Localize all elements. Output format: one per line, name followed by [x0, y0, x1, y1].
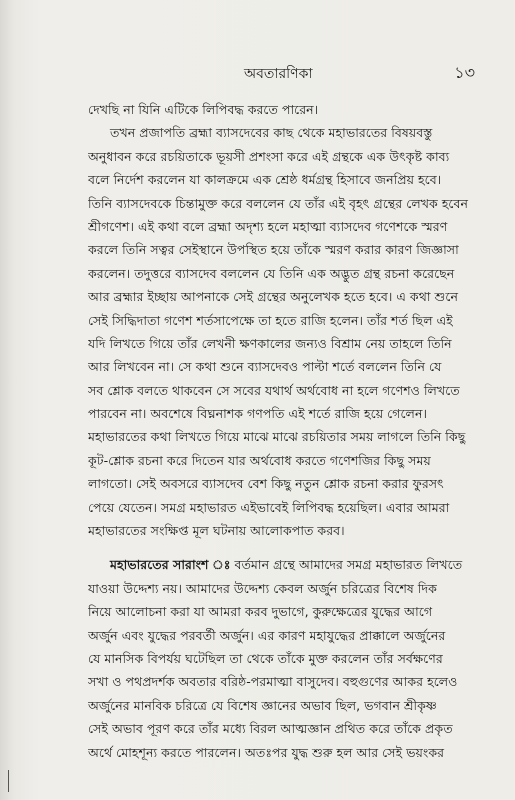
text-line: লাগতো। সেই অবসরে ব্যাসদেব বেশ কিছু নতুন শ্লোক রচনা করার ফুরসৎ	[88, 476, 444, 492]
section-first-line	[88, 553, 478, 576]
text-line: অর্থে মোহশূন্য করতে পারলেন। অতঃপর যুদ্ধ শুরু হল আর সেই ভয়ংকর	[88, 744, 445, 760]
text-line: শ্রীগণেশ। এই কথা বলে ব্রহ্মা অদৃশ্য হলে মহাত্মা ব্যাসদেব গণেশকে স্মরণ	[88, 218, 448, 234]
text-line: অর্জুনের মানবিক চরিত্রে যে বিশেষ জ্ঞানের অভাব ছিল, ভগবান শ্রীকৃষ্ণ	[88, 697, 437, 713]
text-line: সখা ও পথপ্রদর্শক অবতার বরিষ্ঠ-পরমাত্মা বাসুদেব। বহুগুণের আকর হলেও	[88, 674, 458, 690]
text-line: অনুধাবন করে রচয়িতাকে ভূয়সী প্রশংসা করে এই গ্রন্থকে এক উৎকৃষ্ট কাব্য	[88, 148, 450, 164]
running-head: অবতারণিকা	[244, 66, 313, 82]
section-gap	[88, 542, 478, 553]
text-line: মহাভারতের সংক্ষিপ্ত মূল ঘটনায় আলোকপাত করব।	[88, 523, 345, 539]
text-line: পেয়ে যেতেন। সমগ্র মহাভারত এইভাবেই লিপিবদ্ধ হয়েছিল। এবার আমরা	[88, 499, 450, 515]
text-line: তিনি ব্যাসদেবকে চিন্তামুক্ত করে বললেন যে তাঁর এই বৃহৎ গ্রন্থের লেখক হবেন	[88, 195, 469, 211]
text-line: যাওয়া উদ্দেশ্য নয়। আমাদের উদ্দেশ্য কেবল অর্জুন চরিত্রের বিশেষ দিক	[88, 580, 437, 596]
text-line: কূট-শ্লোক রচনা করে দিতেন যার অর্থবোধ করতে গণেশজির কিছু সময়	[88, 452, 431, 468]
text-line: সেই সিদ্ধিদাতা গণেশ শর্তসাপেক্ষে তা হতে রাজি হলেন। তাঁর শর্ত ছিল এই	[88, 312, 453, 328]
page-header	[88, 62, 475, 82]
text-line: করলেন। তদুত্তরে ব্যাসদেব বললেন যে তিনি এক অদ্ভুত গ্রন্থ রচনা করেছেন	[88, 265, 455, 281]
page-number: ১৩	[454, 63, 475, 82]
text-line: নিয়ে আলোচনা করা যা আমরা করব দুভাগে, কুরুক্ষেত্রের যুদ্ধের আগে	[88, 604, 433, 620]
text-line: তখন প্রজাপতি ব্রহ্মা ব্যাসদেবের কাছ থেকে মহাভারতের বিষয়বস্তু	[110, 125, 433, 141]
text-line: যে মানসিক বিপর্যয় ঘটেছিল তা থেকে তাঁকে মুক্ত করলেন তাঁর সর্বক্ষণের	[88, 650, 443, 666]
text-line: দেখছি না যিনি এটিকে লিপিবদ্ধ করতে পারেন।	[88, 102, 319, 117]
text-line: সেই অভাব পূরণ করে তাঁর মধ্যে বিরল আত্মজ্ঞান প্রথিত করে তাঁকে প্রকৃত	[88, 721, 453, 737]
text-line: যদি লিখতে গিয়ে তাঁর লেখনী ক্ষণকালের জন্যও বিশ্রাম নেয় তাহলে তিনি	[88, 335, 452, 351]
text-line: পারবেন না। অবশেষে বিঘ্ননাশক গণপতি এই শর্তে রাজি হয়ে গেলেন।	[88, 406, 427, 422]
text-line: আর লিখবেন না। সে কথা শুনে ব্যাসদেবও পাল্টা শর্তে বললেন তিনি যে	[88, 359, 442, 375]
text-line: বলে নির্দেশ করলেন যা কালক্রমে এক শ্রেষ্ঠ ধর্মগ্রন্থ হিসাবে জনপ্রিয় হবে।	[88, 172, 442, 188]
text-line: অর্জুন এবং যুদ্ধের পরবর্তী অর্জুন। এর কারণ মহাযুদ্ধের প্রাক্কালে অর্জুনের	[88, 627, 446, 643]
section-first-line-text: বর্তমান গ্রন্থে আমাদের সমগ্র মহাভারত লিখতে	[230, 557, 463, 573]
text-line: সব শ্লোক বলতে থাকবেন সে সবের যথার্থ অর্থবোধ না হলে গণেশও লিখতে	[88, 382, 460, 398]
text-line: করলে তিনি সত্বর সেইস্থানে উপস্থিত হয়ে তাঁকে স্মরণ করার কারণ জিজ্ঞাসা	[88, 242, 459, 258]
body-text	[88, 98, 478, 764]
margin-mark	[8, 770, 9, 792]
text-line: মহাভারতের কথা লিখতে গিয়ে মাঝে মাঝে রচয়িতার সময় লাগলে তিনি কিছু	[88, 429, 466, 445]
text-line: আর ব্রহ্মার ইচ্ছায় আপনাকে সেই গ্রন্থের অনুলেখক হতে হবে। এ কথা শুনে	[88, 289, 458, 305]
section-heading: মহাভারতের সারাংশ ঃ	[110, 557, 231, 573]
